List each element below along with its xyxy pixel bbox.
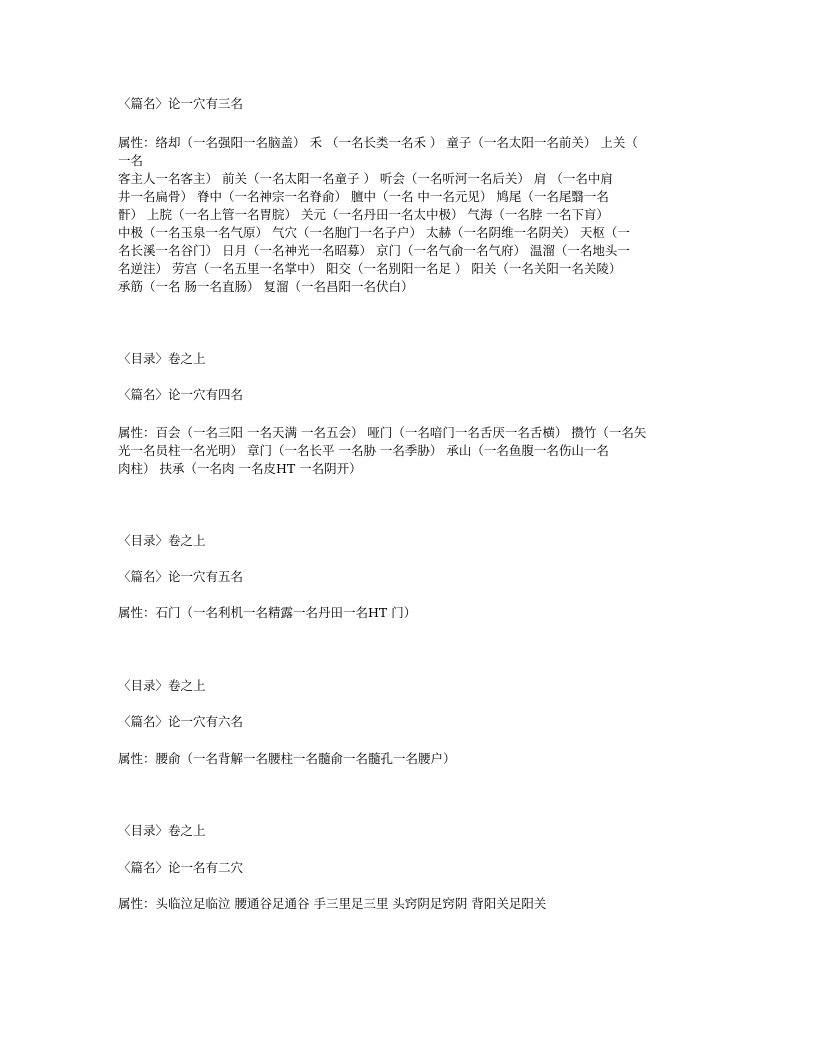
section-title: 〈篇名〉论一穴有五名: [118, 569, 244, 584]
toc-heading: 〈目录〉卷之上: [118, 823, 206, 838]
attribute-line: 属性：腰俞（一名背解一名腰柱一名髓俞一名髓孔一名腰户）: [118, 751, 456, 766]
toc-heading: 〈目录〉卷之上: [118, 351, 206, 366]
attribute-line: 肉柱） 扶承（一名肉 一名皮HT 一名阴开）: [118, 461, 362, 476]
attribute-line: 名长溪一名谷门） 日月（一名神光一名昭募） 京门（一名气俞一名气府） 温溜（一名地头一: [118, 243, 630, 258]
attribute-line: 井一名扁骨） 脊中（一名神宗一名脊俞） 膻中（一名 中一名元见） 鸠尾（一名尾翳一名: [118, 189, 609, 204]
attribute-line: 光一名员柱一名光明） 章门（一名长平 一名胁 一名季胁） 承山（一名鱼腹一名伤山一名: [118, 443, 609, 458]
section-title: 〈篇名〉论一穴有三名: [118, 96, 244, 111]
attribute-line: 名逆注） 劳宫（一名五里一名掌中） 阳交（一名别阳一名足 ） 阳关（一名关阳一名关陵）: [118, 261, 622, 276]
section-title: 〈篇名〉论一名有二穴: [118, 860, 244, 875]
section-title: 〈篇名〉论一穴有四名: [118, 387, 244, 402]
attribute-line: 客主人一名客主） 前关（一名太阳一名童子 ） 听会（一名听河一名后关） 肩 （一名中肩: [118, 171, 613, 186]
attribute-line: 承筋（一名 肠一名直肠） 复溜（一名昌阳一名伏白）: [118, 279, 414, 294]
attribute-line: 中极（一名玉泉一名气原） 气穴（一名胞门一名子户） 太赫（一名阴维一名阴关） 天枢（一: [118, 225, 630, 240]
attribute-line: 一名: [118, 153, 144, 168]
toc-heading: 〈目录〉卷之上: [118, 533, 206, 548]
attribute-line: 属性：头临泣足临泣 腰通谷足通谷 手三里足三里 头窍阴足窍阴 背阳关足阳关: [118, 896, 547, 911]
toc-heading: 〈目录〉卷之上: [118, 678, 206, 693]
attribute-line: 属性：络却（一名强阳一名脑盖） 禾 （一名长类一名禾 ） 童子（一名太阳一名前关） 上关（: [118, 135, 638, 150]
attribute-line: 骭） 上脘（一名上管一名胃脘） 关元（一名丹田一名太中极） 气海（一名脖 一名下肓）: [118, 207, 609, 222]
attribute-line: 属性：石门（一名利机一名精露一名丹田一名HT 门）: [118, 605, 417, 620]
section-title: 〈篇名〉论一穴有六名: [118, 714, 244, 729]
attribute-line: 属性：百会（一名三阳 一名天满 一名五会） 哑门（一名喑门一名舌厌一名舌横） 攒竹（一名矢: [118, 425, 647, 440]
